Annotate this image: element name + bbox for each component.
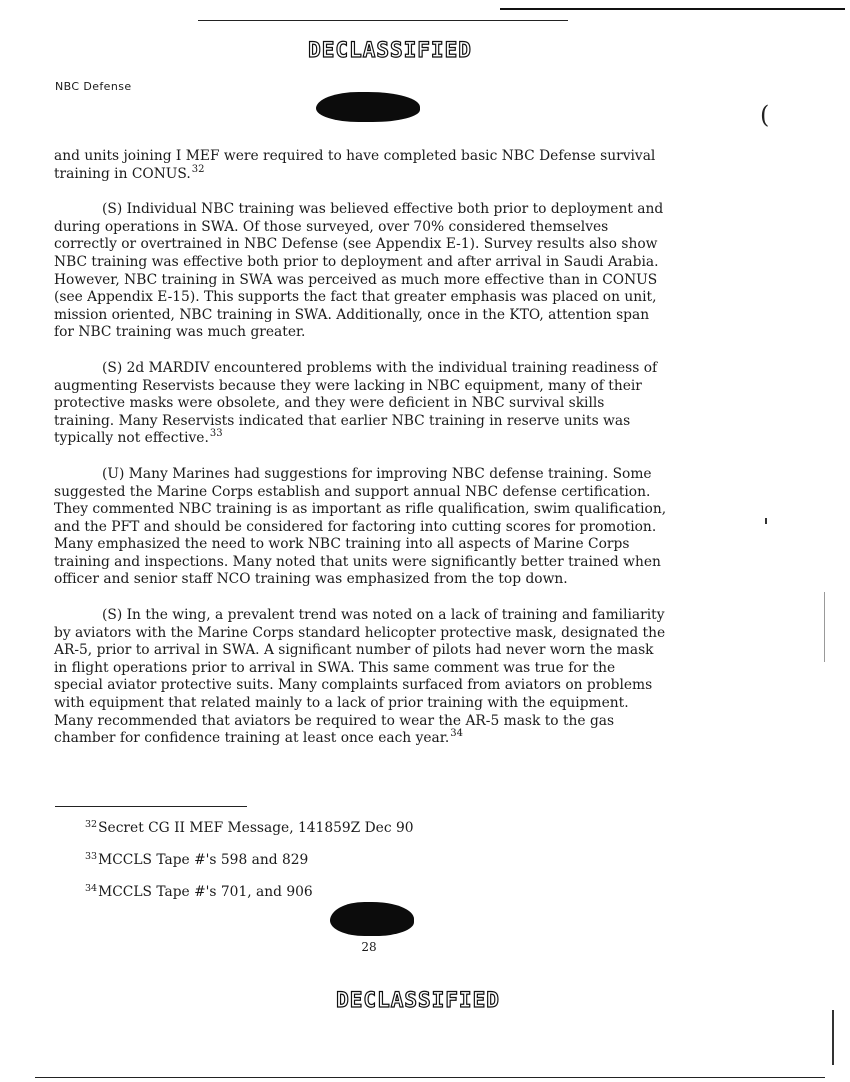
footnote-text: Secret CG II MEF Message, 141859Z Dec 90 <box>98 820 414 836</box>
footnote-34 <box>84 883 414 901</box>
footnote-number: 34 <box>85 883 98 894</box>
top-rule-thin <box>198 20 568 21</box>
paragraph-text: (S) Individual NBC training was believed effective both prior to deployment and during operations in SWA. Of those surveyed, over 70% considered themselves correctly or overtrained in NBC Defense (see Appendix E-1). Survey results also show NBC training was effective both prior to deployment and after arrival in Saudi Arabia. However, NBC training in SWA was perceived as much more effective than in CONUS (see Appendix E-15). This supports the fact that greater emphasis was placed on unit, mission oriented, NBC training in SWA. Additionally, once in the KTO, attention span for NBC training was much greater. <box>54 201 664 341</box>
margin-bracket-mark: ( <box>760 101 770 129</box>
running-head: NBC Defense <box>55 80 132 93</box>
paragraph-3 <box>54 360 668 448</box>
footnote-32 <box>84 819 414 837</box>
paragraph-4 <box>54 466 668 589</box>
footnote-text: MCCLS Tape #'s 701, and 906 <box>98 884 313 900</box>
declassified-stamp-bottom: DECLASSIFIED <box>336 988 500 1012</box>
paragraph-2 <box>54 201 668 342</box>
footnote-33 <box>84 851 414 869</box>
footnotes <box>84 819 414 915</box>
scan-line-corner <box>832 1010 834 1065</box>
paragraph-text: (S) 2d MARDIV encountered problems with the individual training readiness of augmenting Reservists because they were lacking in NBC equipment, many of their protective masks were obsolete, and they were deficient in NBC survival skills training. Many Reservists indicated that earlier NBC training in reserve units was typically not effective. <box>54 359 658 447</box>
redaction-mark-bottom <box>330 902 414 936</box>
scan-speck <box>765 518 767 524</box>
bottom-rule <box>35 1077 825 1078</box>
footnote-ref-34: 34 <box>450 728 463 740</box>
footnote-ref-32: 32 <box>191 163 205 175</box>
footnote-text: MCCLS Tape #'s 598 and 829 <box>98 852 309 868</box>
footnote-rule <box>55 806 247 807</box>
top-rule-thick <box>500 8 845 10</box>
paragraph-text: (U) Many Marines had suggestions for improving NBC defense training. Some suggested the Marine Corps establish and support annual NBC defense certification. They commented NBC training is as important as rifle qualification, swim qualification, and the PFT and should be considered for factoring into cutting scores for promotion. Many emphasized the need to work NBC training into all aspects of Marine Corps training and inspections. Many noted that units were significantly better trained when officer and senior staff NCO training was emphasized from the top down. <box>54 465 667 588</box>
body-text <box>54 148 668 766</box>
footnote-number: 32 <box>85 819 98 830</box>
declassified-stamp-top: DECLASSIFIED <box>308 38 472 62</box>
redaction-mark-top <box>316 92 420 122</box>
paragraph-text: (S) In the wing, a prevalent trend was noted on a lack of training and familiarity by aviators with the Marine Corps standard helicopter protective mask, designated the AR-5, prior to arrival in SWA. A significant number of pilots had never worn the mask in flight operations prior to arrival in SWA. This same comment was true for the special aviator protective suits. Many complaints surfaced from aviators on problems with equipment that related mainly to a lack of prior training with the equipment. Many recommended that aviators be required to wear the AR-5 mask to the gas chamber for confidence training at least once each year. <box>54 607 666 747</box>
paragraph-1 <box>54 148 668 183</box>
page-number: 28 <box>361 940 377 954</box>
footnote-number: 33 <box>85 851 98 862</box>
scan-line-right <box>824 592 825 662</box>
paragraph-5 <box>54 607 668 748</box>
paragraph-text: and units joining I MEF were required to have completed basic NBC Defense survival training in CONUS. <box>54 148 656 182</box>
footnote-ref-33: 33 <box>209 428 223 440</box>
